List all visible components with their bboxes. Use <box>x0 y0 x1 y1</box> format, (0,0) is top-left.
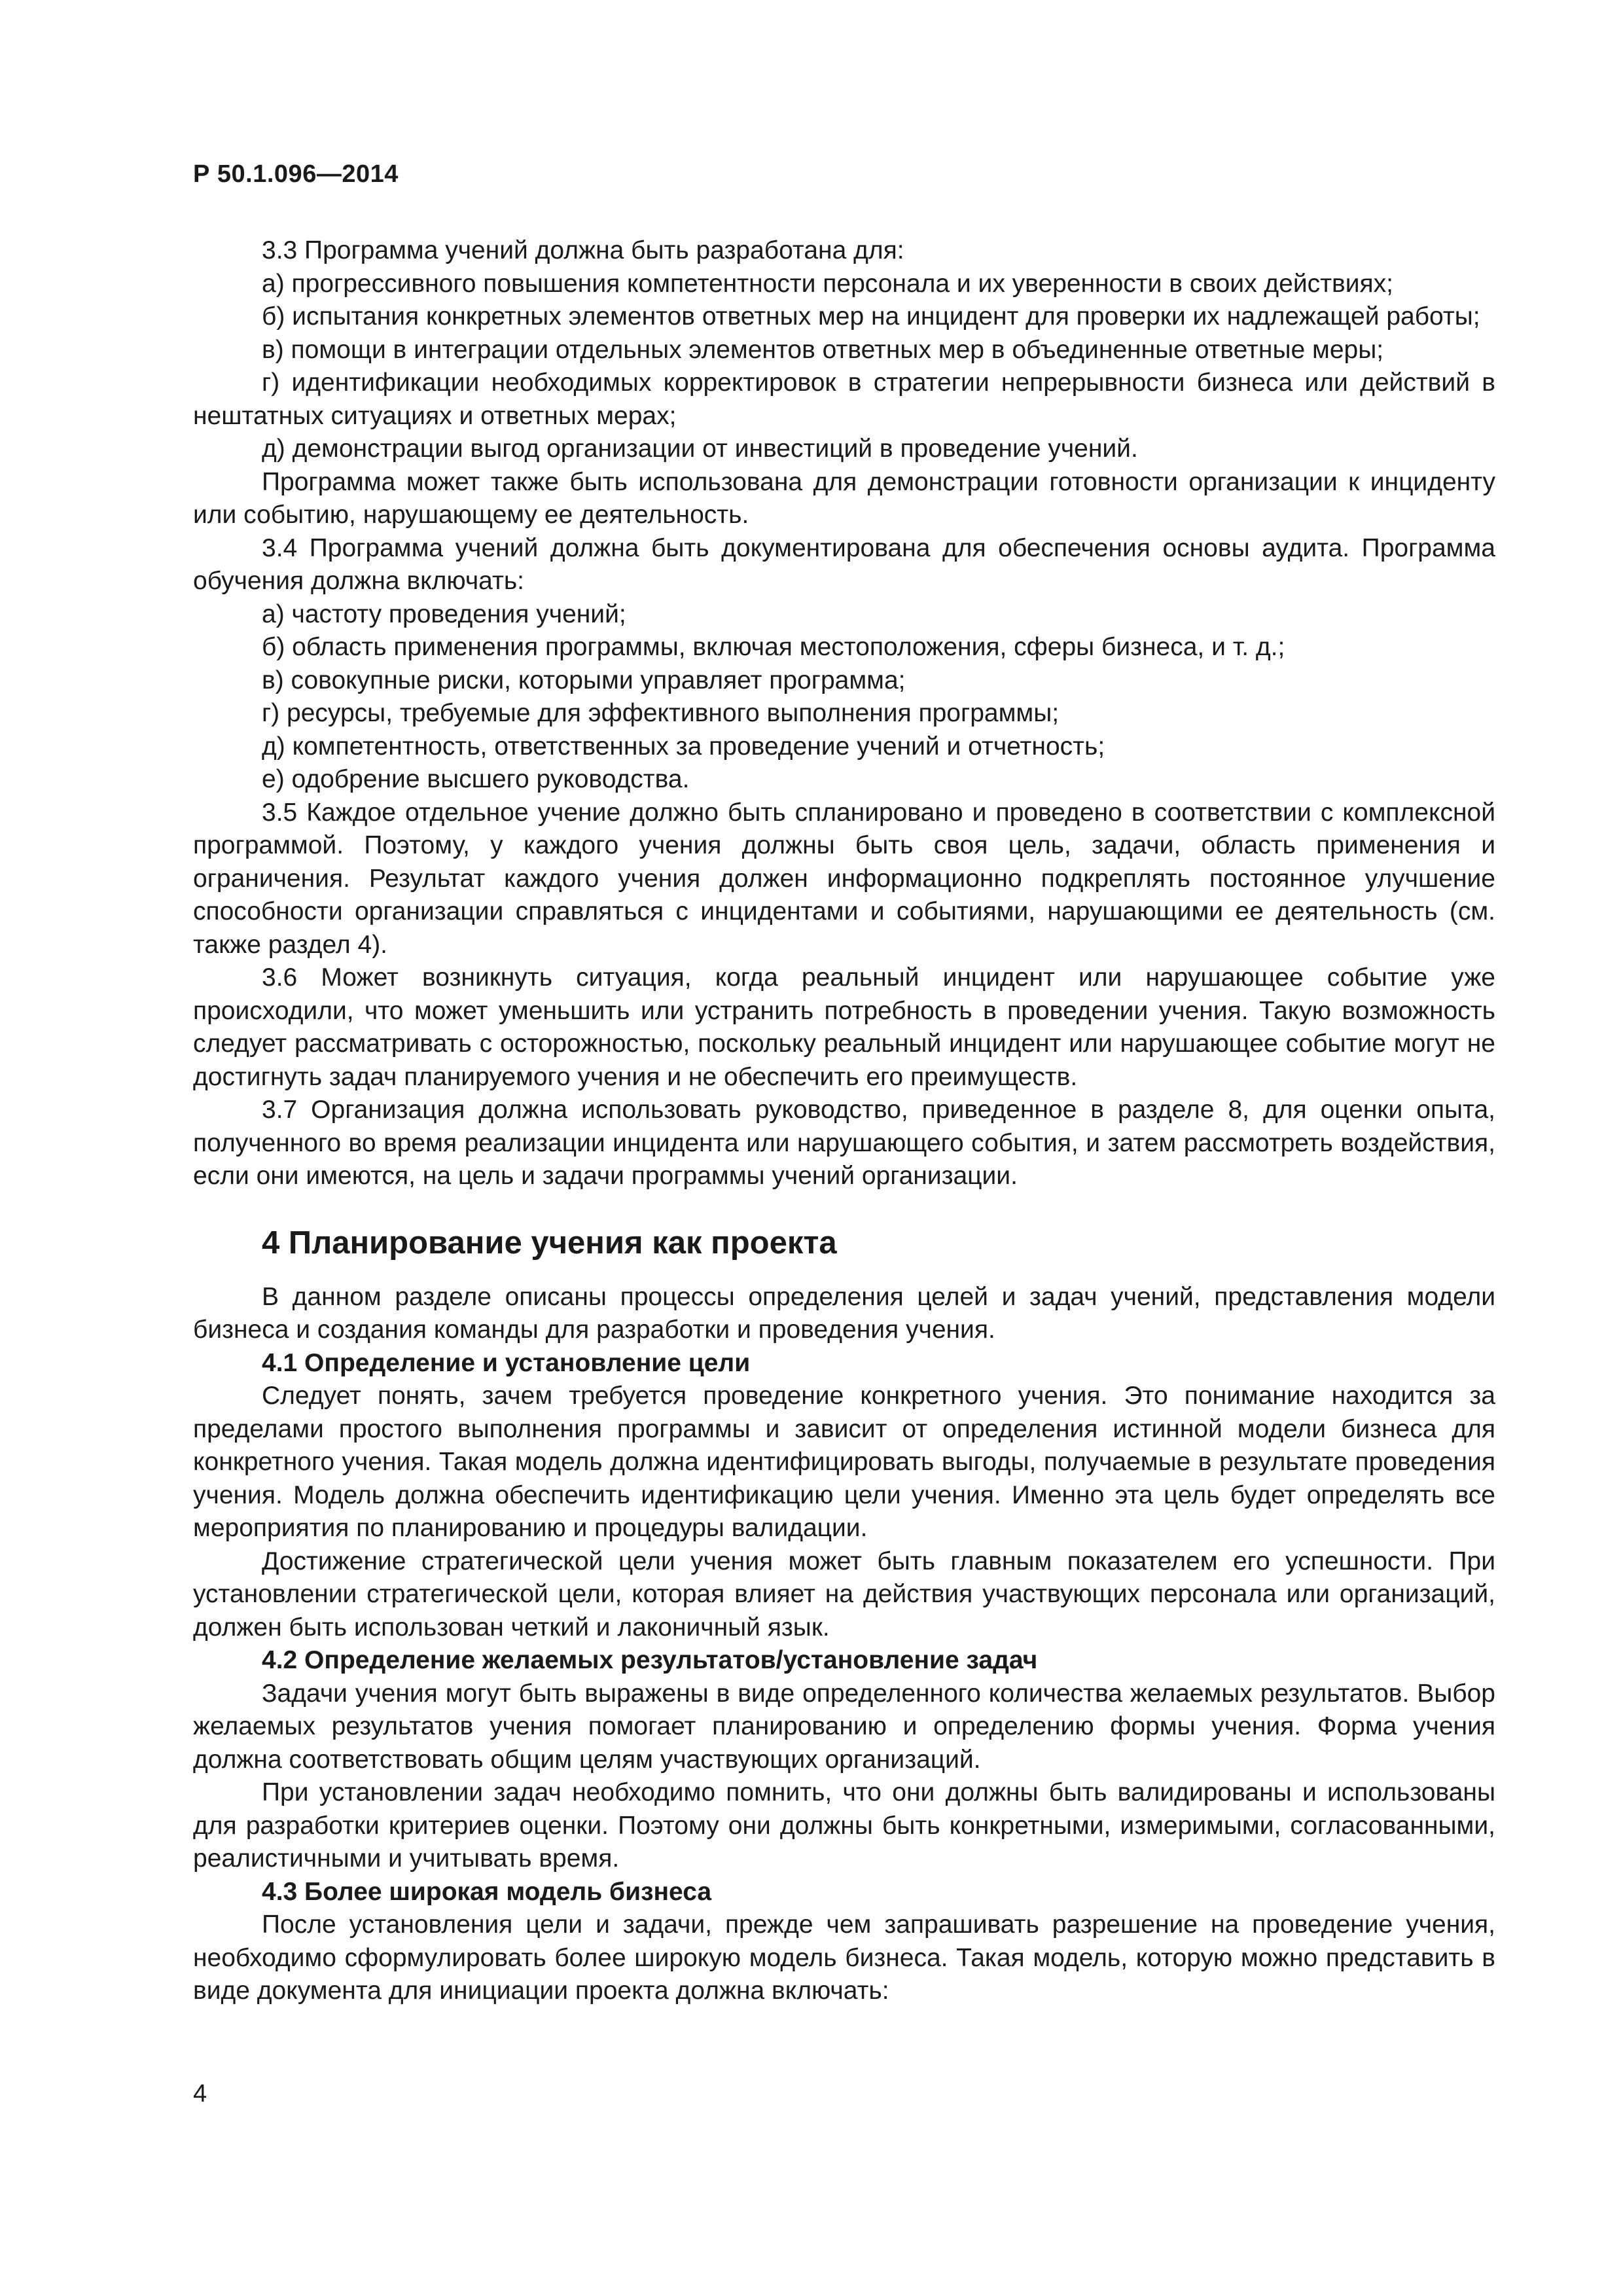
paragraph-4-2-2: При установлении задач необходимо помнить, что они должны быть валидированы и использованы для разработки критериев оценки. Поэтому они должны быть конкретными, измеримыми, согласованными, реалистичными и учитывать время. <box>193 1778 1495 1873</box>
section-4-heading: 4 Планирование учения как проекта <box>262 1225 837 1261</box>
document-code: Р 50.1.096—2014 <box>193 160 399 188</box>
list-item-3-4-v: в) совокупные риски, которыми управляет программа; <box>262 666 906 694</box>
list-item-3-3-v: в) помощи в интеграции отдельных элементов ответных мер в объединенные ответные меры; <box>262 335 1384 364</box>
list-item-3-3-a: а) прогрессивного повышения компетентности персонала и их уверенности в своих действиях; <box>262 269 1393 298</box>
paragraph-4-1-2: Достижение стратегической цели учения может быть главным показателем его успешности. При установлении стратегической цели, которая влияет на действия участвующих персонала или организаций, должен быть использован четкий и лаконичный язык. <box>193 1547 1495 1641</box>
list-item-3-4-b: б) область применения программы, включая местоположения, сферы бизнеса, и т. д.; <box>262 633 1285 661</box>
section-4-intro: В данном разделе описаны процессы определения целей и задач учений, представления модели бизнеса и создания команды для разработки и проведения учения. <box>193 1282 1495 1344</box>
list-item-3-3-b: б) испытания конкретных элементов ответных мер на инцидент для проверки их надлежащей работы; <box>262 302 1480 331</box>
list-item-3-3-g: г) идентификации необходимых корректировок в стратегии непрерывности бизнеса или действий в нештатных ситуациях и ответных мерах; <box>193 368 1495 430</box>
list-item-3-3-d: д) демонстрации выгод организации от инвестиций в проведение учений. <box>262 435 1138 463</box>
page-body <box>193 234 1495 2008</box>
page-number: 4 <box>193 2080 207 2108</box>
paragraph-3-3-extra: Программа может также быть использована для демонстрации готовности организации к инциденту или событию, нарушающему ее деятельность. <box>193 467 1495 529</box>
paragraph-4-3-1: После установления цели и задачи, прежде чем запрашивать разрешение на проведение учения, необходимо сформулировать более широкую модель бизнеса. Такая модель, которую можно представить в виде документа для инициации проекта должна включать: <box>193 1910 1495 2005</box>
list-item-3-4-e: е) одобрение высшего руководства. <box>262 765 690 793</box>
subsection-4-1-heading: 4.1 Определение и установление цели <box>262 1348 751 1377</box>
paragraph-4-1-1: Следует понять, зачем требуется проведение конкретного учения. Это понимание находится за пределами простого выполнения программы и зависит от определения истинной модели бизнеса для конкретного учения. Такая модель должна идентифицировать выгоды, получаемые в результате проведения учения. Модель должна обеспечить идентификацию цели учения. Именно эта цель будет определять все мероприятия по планированию и процедуры валидации. <box>193 1382 1495 1542</box>
paragraph-3-6: 3.6 Может возникнуть ситуация, когда реальный инцидент или нарушающее событие уже происходили, что может уменьшить или устранить потребность в проведении учения. Такую возможность следует рассматривать с осторожностью, поскольку реальный инцидент или нарушающее событие могут не достигнуть задач планируемого учения и не обеспечить его преимуществ. <box>193 963 1495 1091</box>
list-item-3-4-g: г) ресурсы, требуемые для эффективного выполнения программы; <box>262 699 1060 727</box>
list-item-3-4-a: а) частоту проведения учений; <box>262 600 626 628</box>
paragraph-4-2-1: Задачи учения могут быть выражены в виде определенного количества желаемых результатов. Выбор желаемых результатов учения помогает планированию и определению формы учения. Форма учения должна соответствовать общим целям участвующих организаций. <box>193 1679 1495 1774</box>
list-item-3-4-d: д) компетентность, ответственных за проведение учений и отчетность; <box>262 732 1105 761</box>
paragraph-3-3: 3.3 Программа учений должна быть разработана для: <box>262 236 904 264</box>
subsection-4-2-heading: 4.2 Определение желаемых результатов/установление задач <box>262 1646 1038 1674</box>
subsection-4-3-heading: 4.3 Более широкая модель бизнеса <box>262 1877 712 1906</box>
paragraph-3-7: 3.7 Организация должна использовать руководство, приведенное в разделе 8, для оценки опыта, полученного во время реализации инцидента или нарушающего события, и затем рассмотреть воздействия, если они имеются, на цель и задачи программы учений организации. <box>193 1096 1495 1190</box>
paragraph-3-4: 3.4 Программа учений должна быть документирована для обеспечения основы аудита. Программа обучения должна включать: <box>193 533 1495 595</box>
paragraph-3-5: 3.5 Каждое отдельное учение должно быть спланировано и проведено в соответствии с комплексной программой. Поэтому, у каждого учения должны быть своя цель, задачи, область применения и ограничения. Результат каждого учения должен информационно подкреплять постоянное улучшение способности организации справляться с инцидентами и событиями, нарушающими ее деятельность (см. также раздел 4). <box>193 798 1495 959</box>
